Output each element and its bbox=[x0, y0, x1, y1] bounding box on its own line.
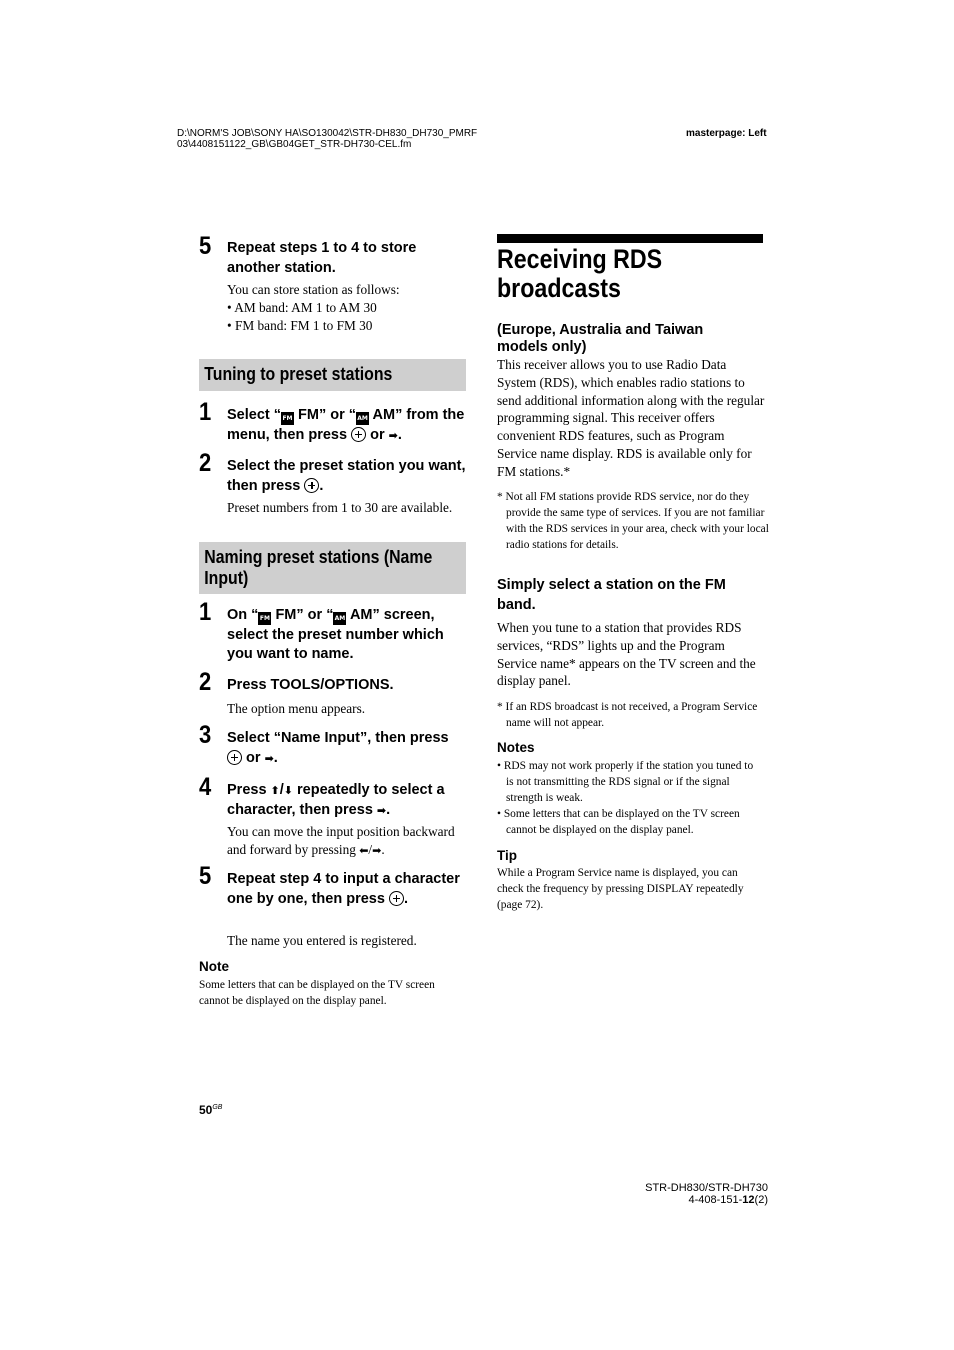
intro-paragraph: This receiver allows you to use Radio Data System (RDS), which enables radio stations to send additional information along with the regular programming signal. This receiver offers convenient RDS features, such as Program Service name display. RDS is available only for FM stations.* bbox=[497, 357, 765, 479]
step-title: Select “Name Input”, then press or ➡. bbox=[227, 730, 449, 766]
fm-badge-icon: FM bbox=[281, 412, 294, 425]
instruction-body: When you tune to a station that provides RDS services, “RDS” lights up and the Program Service name* appears on the TV screen and the display panel. bbox=[497, 620, 756, 689]
list-item: • RDS may not work properly if the station you tuned to is not transmitting the RDS signal or if the signal strength is weak. bbox=[497, 760, 754, 804]
step-title: On “FM FM” or “AM AM” screen, select the preset number which you want to name. bbox=[227, 607, 444, 662]
am-badge-icon: AM bbox=[333, 612, 346, 625]
step-title: Press TOOLS/OPTIONS. bbox=[227, 677, 394, 693]
step-number: 5 bbox=[199, 232, 212, 260]
step-title: Repeat step 4 to input a character one by one, then press . bbox=[227, 871, 460, 907]
step-number: 4 bbox=[199, 773, 212, 801]
page-title-line2: broadcasts bbox=[497, 273, 621, 303]
notes-heading: Notes bbox=[497, 740, 535, 755]
step-number: 2 bbox=[199, 668, 212, 696]
note-text: Some letters that can be displayed on the TV screen cannot be displayed on the display panel. bbox=[199, 979, 435, 1007]
tip-text: While a Program Service name is displayed, you can check the frequency by pressing DISPLAY repeatedly (page 72). bbox=[497, 867, 744, 911]
page-title bbox=[497, 245, 662, 303]
header-path-line2: 03\4408151122_GB\GB04GET_STR-DH730-CEL.fm bbox=[177, 139, 412, 150]
step-body: You can store station as follows: bbox=[227, 282, 400, 297]
step-title: Press ⬆/⬇ repeatedly to select a character, then press ➡. bbox=[227, 782, 445, 818]
step-body: Preset numbers from 1 to 30 are available. bbox=[227, 500, 453, 515]
footnote: * Not all FM stations provide RDS service, nor do they provide the same type of services. If you are not familiar with the RDS services in your area, check with your local radio stations for details. bbox=[497, 491, 769, 551]
tip-heading: Tip bbox=[497, 848, 517, 863]
arrow-down-icon: ⬇ bbox=[283, 784, 294, 797]
arrow-up-icon: ⬆ bbox=[270, 784, 280, 797]
page-title-line1: Receiving RDS bbox=[497, 244, 663, 274]
notes-list bbox=[497, 758, 763, 838]
page-number: $50^{GB}$ bbox=[199, 1103, 223, 1117]
circle-plus-icon bbox=[351, 427, 366, 442]
arrow-right-icon: ➡ bbox=[388, 428, 398, 442]
title-rule bbox=[497, 234, 763, 243]
circle-plus-icon bbox=[227, 750, 242, 765]
instruction-heading: Simply select a station on the FM band. bbox=[497, 577, 726, 613]
fm-badge-icon: FM bbox=[258, 612, 271, 625]
arrow-right-icon: ➡ bbox=[264, 751, 274, 765]
step-body: The option menu appears. bbox=[227, 701, 366, 716]
step-number: 5 bbox=[199, 862, 212, 890]
list-item: • Some letters that can be displayed on the TV screen cannot be displayed on the display panel. bbox=[497, 808, 740, 836]
circle-plus-icon bbox=[304, 478, 319, 493]
arrow-right-icon: ➡ bbox=[372, 843, 382, 857]
section-heading-naming bbox=[199, 542, 466, 594]
step-title: Repeat steps 1 to 4 to store another station. bbox=[227, 240, 417, 276]
step-number: 1 bbox=[199, 598, 212, 626]
section-heading-label: Naming preset stations (Name Input) bbox=[204, 547, 433, 588]
step-number: 2 bbox=[199, 449, 212, 477]
step-body: You can move the input position backward and forward by pressing ⬅/➡. bbox=[227, 824, 455, 857]
arrow-left-icon: ⬅ bbox=[359, 843, 369, 857]
list-item: • AM band: AM 1 to AM 30 bbox=[227, 300, 377, 315]
step-title: Select the preset station you want, then press . bbox=[227, 458, 466, 494]
am-badge-icon: AM bbox=[356, 412, 369, 425]
section-heading-label: Tuning to preset stations bbox=[204, 364, 393, 384]
footnote: * If an RDS broadcast is not received, a Program Service name will not appear. bbox=[497, 701, 758, 729]
step-title: Select “FM FM” or “AM AM” from the menu, then press or ➡. bbox=[227, 407, 465, 443]
header-masterpage: masterpage: Left bbox=[686, 128, 767, 139]
step-body: The name you entered is registered. bbox=[227, 933, 417, 948]
circle-plus-icon bbox=[389, 891, 404, 906]
footer-code: 4-408-151-12(2) bbox=[688, 1194, 768, 1206]
header-path bbox=[177, 128, 477, 150]
step-number: 3 bbox=[199, 721, 212, 749]
region-subtitle: (Europe, Australia and Taiwan models only) bbox=[497, 322, 704, 355]
footer-model bbox=[600, 1182, 768, 1206]
note-heading: Note bbox=[199, 959, 229, 974]
header-path-line1: D:\NORM'S JOB\SONY HA\SO130042\STR-DH830_DH730_PMRF bbox=[177, 128, 478, 139]
list-item: • FM band: FM 1 to FM 30 bbox=[227, 318, 373, 333]
footer-model-name: STR-DH830/STR-DH730 bbox=[645, 1182, 768, 1194]
section-heading-tuning bbox=[199, 359, 466, 391]
arrow-right-icon: ➡ bbox=[376, 803, 387, 817]
step-number: 1 bbox=[199, 398, 212, 426]
